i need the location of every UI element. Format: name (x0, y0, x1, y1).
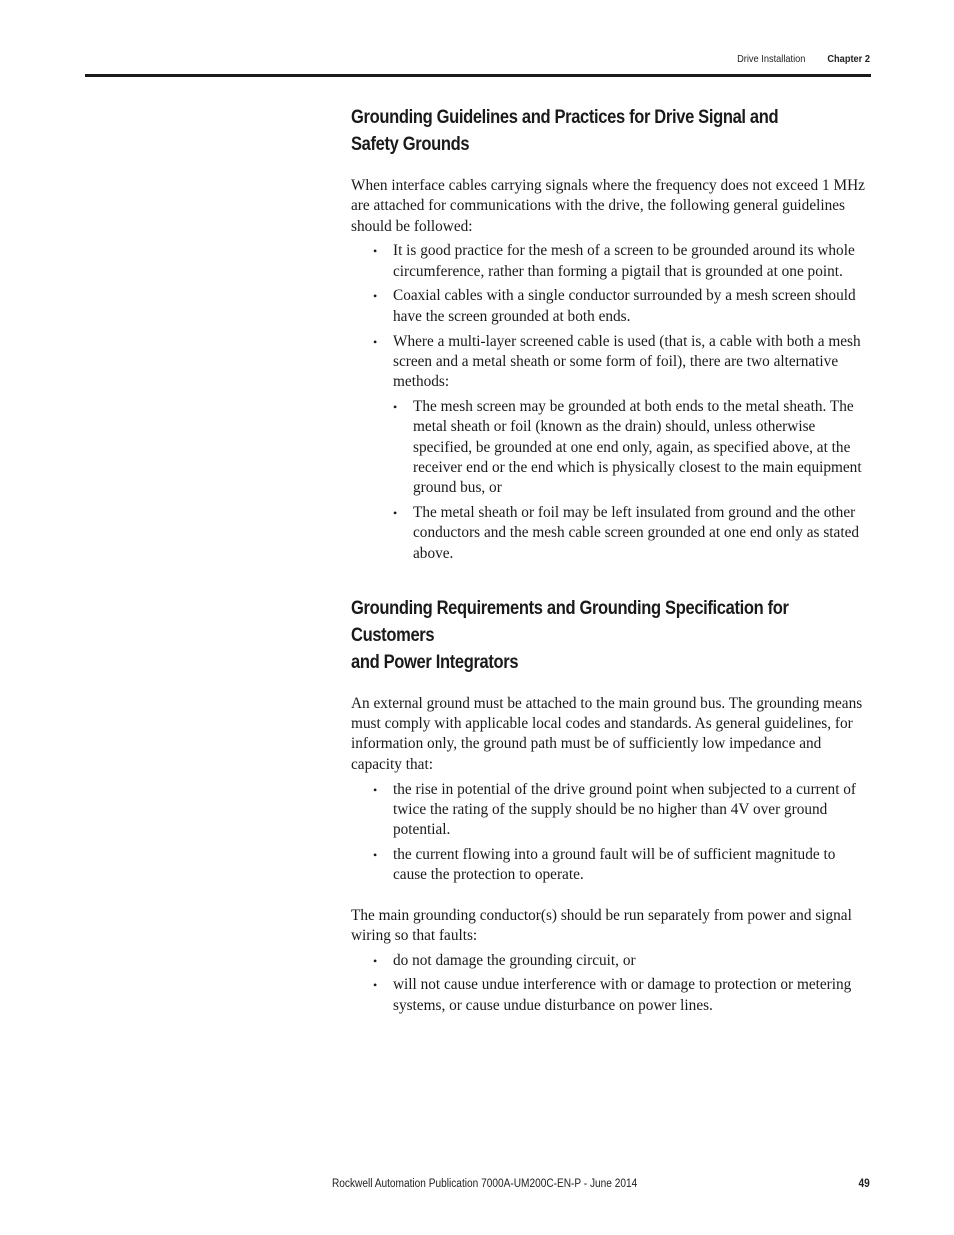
page-number: 49 (858, 1178, 870, 1190)
sub-list-item: • The metal sheath or foil may be left insulated from ground and the other conductors and the mesh cable screen grounded at one end only as stated above. (393, 503, 860, 562)
main-content (351, 104, 871, 1016)
running-header (737, 53, 870, 65)
bullet-icon: • (373, 782, 378, 797)
list-item: • It is good practice for the mesh of a screen to be grounded around its whole circumference, rather than forming a pigtail that is grounded at one point. (373, 242, 855, 280)
bullet-icon: • (373, 978, 378, 993)
list-item: • the current flowing into a ground fault will be of sufficient magnitude to cause the protection to operate. (373, 845, 836, 884)
section-heading-signal-grounds: Grounding Guidelines and Practices for Drive Signal and Safety Grounds (351, 107, 779, 155)
paragraph: An external ground must be attached to the main ground bus. The grounding means must comply with applicable local codes and standards. As general guidelines, for information only, the ground path must be of sufficiently low impedance and capacity that: (351, 694, 863, 773)
list-item: • will not cause undue interference with or damage to protection or metering systems, or cause undue disturbance on power lines. (373, 976, 852, 1014)
bullet-icon: • (393, 399, 398, 414)
header-chapter-label: Chapter 2 (827, 53, 870, 65)
bullet-icon: • (373, 847, 378, 862)
bullet-icon: • (373, 953, 378, 968)
footer-publication: Rockwell Automation Publication 7000A-UM200C-EN-P - June 2014 (332, 1178, 638, 1190)
section-heading-grounding-requirements: Grounding Requirements and Grounding Specification for Customers and Power Integrators (351, 597, 789, 673)
list-item: • do not damage the grounding circuit, or (351, 951, 871, 971)
bullet-icon: • (373, 289, 378, 304)
paragraph: The main grounding conductor(s) should be run separately from power and signal wiring so that faults: (351, 906, 852, 944)
sub-list-item: • The mesh screen may be grounded at both ends to the metal sheath. The metal sheath or foil (known as the drain) should, unless otherwise specified, be grounded at one end only, again, as specified above, at the receiver end or the end which is physically closest to the main equipment ground bus, or (393, 397, 862, 497)
header-section-title: Drive Installation (737, 53, 806, 65)
bullet-icon: • (393, 505, 398, 520)
bullet-list (351, 241, 871, 563)
list-item: • Coaxial cables with a single conductor surrounded by a mesh screen should have the screen grounded at both ends. (373, 287, 856, 325)
bullet-icon: • (373, 244, 378, 259)
list-item: • Where a multi-layer screened cable is used (that is, a cable with both a mesh screen and a metal sheath or some form of foil), there are two alternative methods: (373, 332, 861, 391)
bullet-list (351, 951, 871, 1016)
bullet-icon: • (373, 334, 378, 349)
list-item: • the rise in potential of the drive ground point when subjected to a current of twice the rating of the supply should be no higher than 4V over ground potential. (373, 780, 857, 839)
bullet-list (351, 780, 871, 886)
paragraph: When interface cables carrying signals where the frequency does not exceed 1 MHz are attached for communications with the drive, the following general guidelines should be followed: (351, 177, 865, 235)
header-rule (85, 74, 871, 77)
